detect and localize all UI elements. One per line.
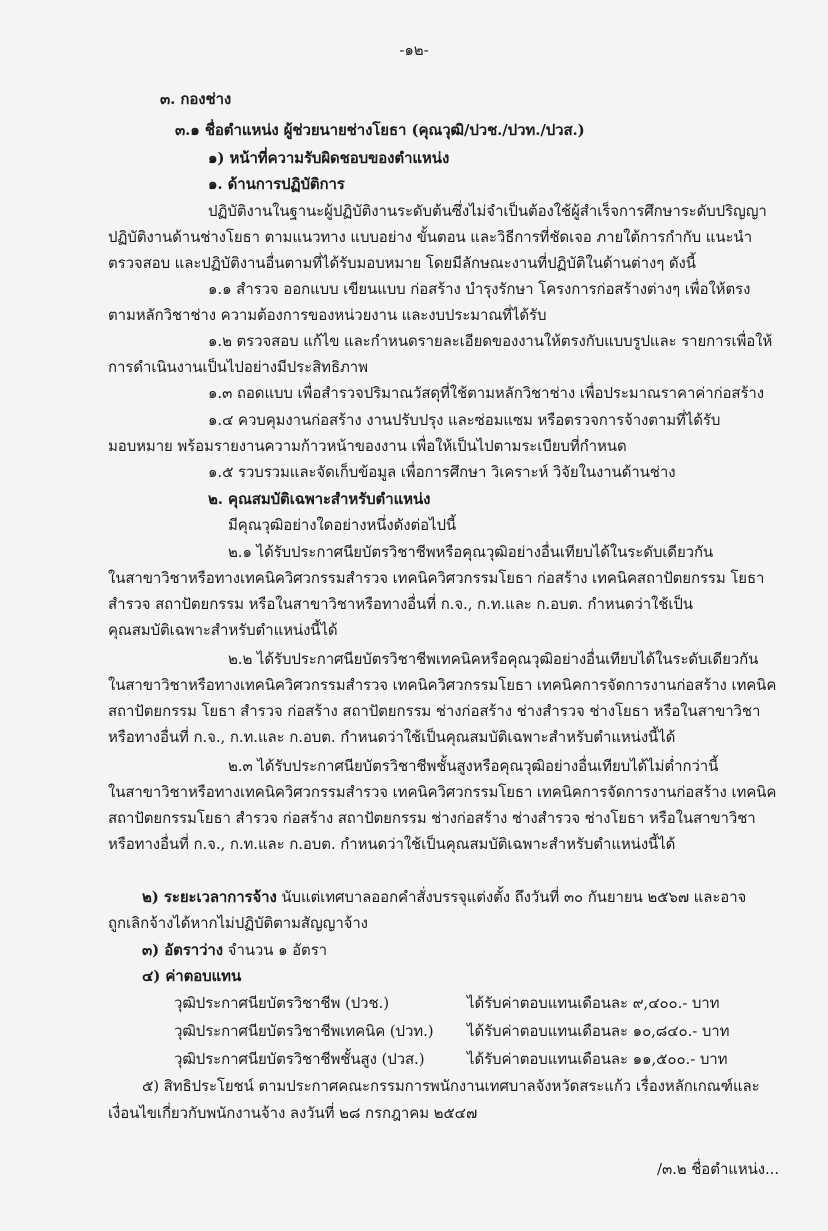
paragraph-line: หรือทางอื่นที่ ก.จ., ก.ท.และ ก.อบต. กำหนดว่าใช้เป็นคุณสมบัติเฉพาะสำหรับตำแหน่งนี้ได้ bbox=[108, 728, 676, 746]
paragraph-line: ปฏิบัติงานในฐานะผู้ปฏิบัติงานระดับต้นซึ่งไม่จำเป็นต้องใช้ผู้สำเร็จการศึกษาระดับปริญญา bbox=[208, 202, 767, 220]
vacancy-label: ๓) อัตราว่าง bbox=[142, 941, 223, 959]
benefits-line: ๕) สิทธิประโยชน์ ตามประกาศคณะกรรมการพนักงานเทศบาลจังหวัดสระแก้ว เรื่องหลักเกณฑ์และ bbox=[142, 1077, 760, 1095]
paragraph-line: คุณสมบัติเฉพาะสำหรับตำแหน่งนี้ได้ bbox=[108, 621, 338, 639]
paragraph-line: มีคุณวุฒิอย่างใดอย่างหนึ่งดังต่อไปนี้ bbox=[228, 516, 457, 534]
paragraph-line: ๒.๓ ได้รับประกาศนียบัตรวิชาชีพชั้นสูงหรือคุณวุฒิอย่างอื่นเทียบได้ไม่ต่ำกว่านี้ bbox=[228, 757, 719, 775]
pay-value: ได้รับค่าตอบแทนเดือนละ ๑๑,๕๐๐.- บาท bbox=[467, 1050, 728, 1068]
pay-label: วุฒิประกาศนียบัตรวิชาชีพ (ปวช.) bbox=[174, 994, 389, 1012]
paragraph-line: ในสาขาวิชาหรือทางเทคนิควิศวกรรมสำรวจ เทคนิควิศวกรรมโยธา ก่อสร้าง เทคนิคสถาปัตยกรรม โยธา bbox=[108, 569, 765, 587]
paragraph-line: ๑.๑ สำรวจ ออกแบบ เขียนแบบ ก่อสร้าง บำรุงรักษา โครงการก่อสร้างต่างๆ เพื่อให้ตรง bbox=[208, 280, 751, 298]
paragraph-line: ๒.๑ ได้รับประกาศนียบัตรวิชาชีพหรือคุณวุฒิอย่างอื่นเทียบได้ในระดับเดียวกัน bbox=[228, 543, 714, 561]
paragraph-line: ถูกเลิกจ้างได้หากไม่ปฏิบัติตามสัญญาจ้าง bbox=[108, 914, 368, 932]
paragraph-line: ๑.๔ ควบคุมงานก่อสร้าง งานปรับปรุง และซ่อมแซม หรือตรวจการจ้างตามที่ได้รับ bbox=[208, 411, 721, 429]
pay-label: วุฒิประกาศนียบัตรวิชาชีพเทคนิค (ปวท.) bbox=[174, 1022, 434, 1040]
paragraph-line: ปฏิบัติงานด้านช่างโยธา ตามแนวทาง แบบอย่าง ขั้นตอน และวิธีการที่ชัดเจอ ภายใต้การกำกับ แนะนำ bbox=[108, 228, 753, 246]
pay-label: วุฒิประกาศนียบัตรวิชาชีพชั้นสูง (ปวส.) bbox=[174, 1050, 425, 1068]
paragraph-line: ในสาขาวิชาหรือทางเทคนิควิศวกรรมสำรวจ เทคนิควิศวกรรมโยธา เทคนิคการจัดการงานก่อสร้าง เทคนิค bbox=[108, 676, 777, 694]
page-number: -๑๒- bbox=[399, 41, 429, 59]
paragraph-line: สถาปัตยกรรม โยธา สำรวจ ก่อสร้าง สถาปัตยกรรม ช่างก่อสร้าง ช่างสำรวจ ช่างโยธา หรือในสาขาวิชา bbox=[108, 702, 761, 720]
paragraph-line: หรือทางอื่นที่ ก.จ., ก.ท.และ ก.อบต. กำหนดว่าใช้เป็นคุณสมบัติเฉพาะสำหรับตำแหน่งนี้ได้ bbox=[108, 835, 676, 853]
paragraph-line: ในสาขาวิชาหรือทางเทคนิควิศวกรรมสำรวจ เทคนิควิศวกรรมโยธา เทคนิคการจัดการงานก่อสร้าง เทคนิค bbox=[108, 783, 777, 801]
employment-term-label: ๒) ระยะเวลาการจ้าง bbox=[142, 888, 277, 906]
compensation-heading: ๔) ค่าตอบแทน bbox=[142, 967, 242, 985]
paragraph-line: ๑.๕ รวบรวมและจัดเก็บข้อมูล เพื่อการศึกษา วิเคราะห์ วิจัยในงานด้านช่าง bbox=[208, 463, 676, 481]
paragraph-line: สำรวจ สถาปัตยกรรม หรือในสาขาวิชาหรือทางอื่นที่ ก.จ., ก.ท.และ ก.อบต. กำหนดว่าใช้เป็น bbox=[108, 595, 693, 613]
position-heading: ๓.๑ ชื่อตำแหน่ง ผู้ช่วยนายช่างโยธา (คุณวุฒิ/ปวช./ปวท./ปวส.) bbox=[175, 121, 585, 139]
qualifications-heading: ๒. คุณสมบัติเฉพาะสำหรับตำแหน่ง bbox=[208, 490, 431, 508]
paragraph-line: ๒.๒ ได้รับประกาศนียบัตรวิชาชีพเทคนิคหรือคุณวุฒิอย่างอื่นเทียบได้ในระดับเดียวกัน bbox=[228, 650, 759, 668]
paragraph-line: ตามหลักวิชาช่าง ความต้องการของหน่วยงาน และงบประมาณที่ได้รับ bbox=[108, 306, 547, 324]
paragraph-line: ตรวจสอบ และปฏิบัติงานอื่นตามที่ได้รับมอบหมาย โดยมีลักษณะงานที่ปฏิบัติในด้านต่างๆ ดังนี้ bbox=[108, 254, 696, 272]
paragraph-line: มอบหมาย พร้อมรายงานความก้าวหน้าของงาน เพื่อให้เป็นไปตามระเบียบที่กำหนด bbox=[108, 437, 627, 455]
paragraph-line: การดำเนินงานเป็นไปอย่างมีประสิทธิภาพ bbox=[108, 358, 368, 376]
paragraph-line: ๑.๓ ถอดแบบ เพื่อสำรวจปริมาณวัสดุที่ใช้ตามหลักวิชาช่าง เพื่อประมาณราคาค่าก่อสร้าง bbox=[208, 384, 764, 402]
operations-heading: ๑. ด้านการปฏิบัติการ bbox=[208, 175, 345, 193]
section-heading: ๓. กองช่าง bbox=[160, 90, 232, 108]
paragraph-line: ๑.๒ ตรวจสอบ แก้ไข และกำหนดรายละเอียดของงานให้ตรงกับแบบรูปและ รายการเพื่อให้ bbox=[208, 332, 773, 350]
vacancy-text: จำนวน ๑ อัตรา bbox=[222, 941, 327, 959]
vacancy-line bbox=[142, 940, 327, 960]
employment-term-text: นับแต่เทศบาลออกคำสั่งบรรจุแต่งตั้ง ถึงวันที่ ๓๐ กันยายน ๒๕๖๗ และอาจ bbox=[276, 888, 747, 906]
continued-footer: /๓.๒ ชื่อตำแหน่ง... bbox=[657, 1160, 780, 1178]
employment-term-line bbox=[142, 887, 746, 907]
pay-value: ได้รับค่าตอบแทนเดือนละ ๙,๔๐๐.- บาท bbox=[467, 994, 720, 1012]
paragraph-line: สถาปัตยกรรมโยธา สำรวจ ก่อสร้าง สถาปัตยกรรม ช่างก่อสร้าง ช่างสำรวจ ช่างโยธา หรือในสาขาวิชา bbox=[108, 809, 756, 827]
duties-heading: ๑) หน้าที่ความรับผิดชอบของตำแหน่ง bbox=[208, 149, 450, 167]
pay-value: ได้รับค่าตอบแทนเดือนละ ๑๐,๘๔๐.- บาท bbox=[467, 1022, 730, 1040]
paragraph-line: เงื่อนไขเกี่ยวกับพนักงานจ้าง ลงวันที่ ๒๘ กรกฎาคม ๒๕๔๗ bbox=[108, 1104, 478, 1122]
